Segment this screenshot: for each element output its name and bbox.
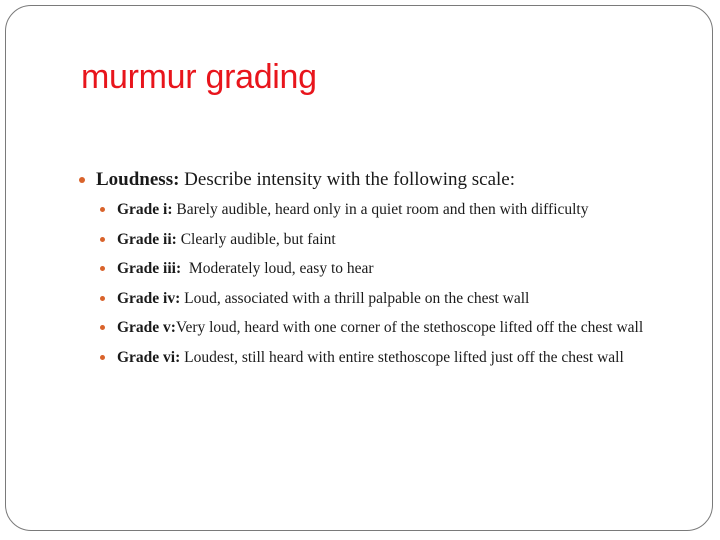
bullet-dot-icon	[100, 237, 105, 242]
bullet-dot-icon	[100, 296, 105, 301]
bullet-dot-icon	[100, 325, 105, 330]
bullet-loudness	[79, 168, 679, 192]
bullet-grade-vi	[117, 347, 679, 369]
bullet-dot-icon	[100, 355, 105, 360]
bullet-grade-v	[117, 317, 679, 339]
bullet-label: Loudness:	[96, 169, 180, 190]
bullet-dot-icon	[100, 266, 105, 271]
bullet-grade-iv	[117, 288, 679, 310]
grade-label: Grade i:	[117, 201, 173, 218]
grade-text: Loudest, still heard with entire stethoscope lifted just off the chest wall	[180, 348, 624, 366]
bullet-text: Describe intensity with the following scale:	[179, 169, 516, 190]
grade-text: Moderately loud, easy to hear	[181, 260, 374, 277]
bullet-grade-iii	[117, 258, 679, 280]
grade-text: Clearly audible, but faint	[176, 230, 336, 248]
slide-content	[79, 168, 679, 376]
grade-label: Grade iii:	[117, 260, 182, 277]
grade-label: Grade ii:	[117, 230, 177, 248]
bullet-grade-ii	[117, 229, 679, 251]
grade-text: Very loud, heard with one corner of the stethoscope lifted off the chest wall	[175, 319, 644, 336]
grade-label: Grade v:	[117, 319, 176, 336]
grade-label: Grade iv:	[117, 289, 181, 307]
bullet-dot-icon	[79, 177, 85, 183]
grade-text: Loud, associated with a thrill palpable on the chest wall	[180, 289, 530, 307]
grade-label: Grade vi:	[117, 348, 181, 366]
slide-title: murmur grading	[81, 58, 317, 96]
grade-text: Barely audible, heard only in a quiet room and then with difficulty	[172, 201, 589, 218]
bullet-grade-i	[117, 199, 679, 221]
bullet-dot-icon	[100, 207, 105, 212]
